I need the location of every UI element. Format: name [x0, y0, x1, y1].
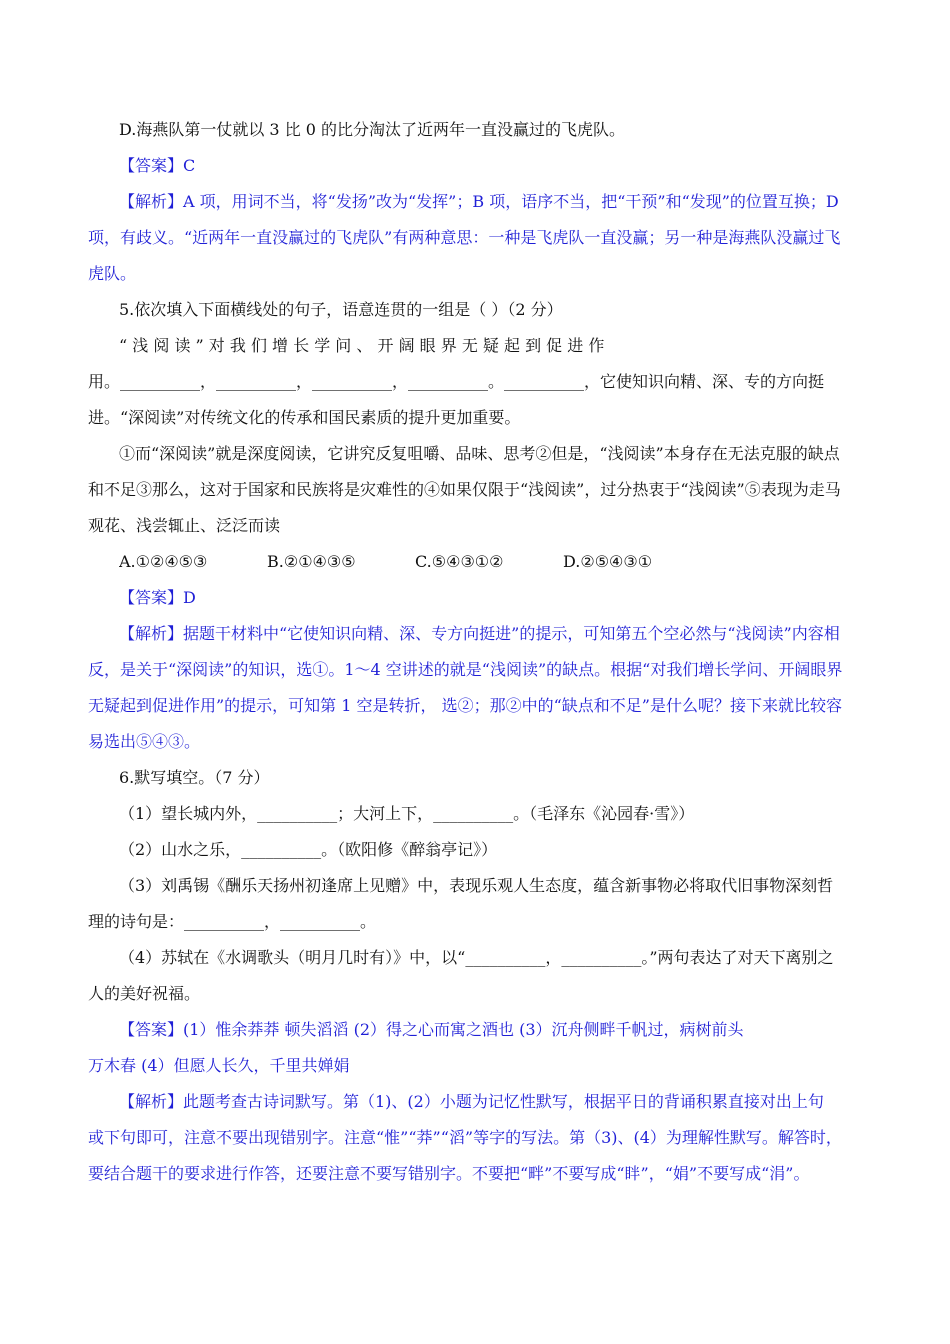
q5-sentences-line: 和不足③那么，这对于国家和民族将是灾难性的④如果仅限于“浅阅读”，过分热衷于“浅阅读”⑤表现为走马: [88, 480, 841, 499]
q6-item: 人的美好祝福。: [88, 984, 201, 1003]
q4-analysis-line: 【解析】A 项，用词不当，将“发扬”改为“发挥”；B 项，语序不当，把“干预”和“发现”的位置互换；D: [119, 192, 839, 211]
q6-answer-line: 【答案】(1）惟余莽莽 顿失滔滔 (2）得之心而寓之酒也 (3）沉舟侧畔千帆过，病树前头: [119, 1020, 744, 1039]
q5-answer: 【答案】D: [119, 588, 196, 607]
q6-answer-line: 万木春 (4）但愿人长久，千里共婵娟: [88, 1056, 350, 1075]
q6-analysis-line: 要结合题干的要求进行作答，还要注意不要写错别字。不要把“畔”不要写成“眫”，“娟”不要写成“涓”。: [88, 1164, 810, 1183]
q5-analysis-line: 无疑起到促进作用”的提示，可知第 1 空是转折， 选②；那②中的“缺点和不足”是什么呢？接下来就比较容: [88, 696, 842, 715]
q5-analysis-line: 易选出⑤④③。: [88, 732, 201, 751]
q5-sentences-line: ①而“深阅读”就是深度阅读，它讲究反复咀嚼、品味、思考②但是，“浅阅读”本身存在无法克服的缺点: [119, 444, 840, 463]
q4-analysis-line: 项，有歧义。“近两年一直没赢过的飞虎队”有两种意思：一种是飞虎队一直没赢；另一种是海燕队没赢过飞: [88, 228, 841, 247]
q6-analysis-line: 或下句即可，注意不要出现错别字。注意“惟”“莽”“滔”等字的写法。第（3)、(4）为理解性默写。解答时，: [88, 1128, 842, 1147]
q5-option-a: A.①②④⑤③: [119, 552, 208, 571]
q6-item: （3）刘禹锡《酬乐天扬州初逢席上见赠》中，表现乐观人生态度，蕴含新事物必将取代旧事物深刻哲: [119, 876, 834, 895]
q5-analysis-line: 反，是关于“深阅读”的知识，选①。1～4 空讲述的就是“浅阅读”的缺点。根据“对我们增长学问、开阔眼界: [88, 660, 843, 679]
q6-analysis-line: 【解析】此题考查古诗词默写。第（1)、(2）小题为记忆性默写，根据平日的背诵积累直接对出上句: [119, 1092, 824, 1111]
q5-stem: 5.依次填入下面横线处的句子，语意连贯的一组是（ ）（2 分）: [119, 300, 563, 319]
q6-item: （4）苏轼在《水调歌头（明月几时有）》中，以“__________，__________。”两句表达了对天下离别之: [119, 948, 834, 967]
q5-options: [119, 544, 864, 580]
q5-passage-line: 进。“深阅读”对传统文化的传承和国民素质的提升更加重要。: [88, 408, 521, 427]
q5-passage-line: “ 浅 阅 读 ” 对 我 们 增 长 学 问 、 开 阔 眼 界 无 疑 起 到 促 进 作: [119, 336, 605, 355]
q6-item: 理的诗句是：__________，__________。: [88, 912, 377, 931]
q4-answer: 【答案】C: [119, 156, 196, 175]
q6-item: （1）望长城内外，__________；大河上下，__________。（毛泽东《沁园春·雪》）: [119, 804, 695, 823]
q5-sentences-line: 观花、浅尝辄止、泛泛而读: [88, 516, 281, 535]
q5-option-d: D.②⑤④③①: [563, 552, 653, 571]
q5-option-c: C.⑤④③①②: [415, 552, 504, 571]
q5-passage-line: 用。__________，__________，__________，__________。__________，它使知识向精、深、专的方向挺: [88, 372, 825, 391]
q5-option-b: B.②①④③⑤: [267, 552, 356, 571]
q4-option-d: D.海燕队第一仗就以 3 比 0 的比分淘汰了近两年一直没赢过的飞虎队。: [119, 120, 626, 139]
q6-stem: 6.默写填空。（7 分）: [119, 768, 270, 787]
q4-analysis-line: 虎队。: [88, 264, 137, 283]
q5-analysis-line: 【解析】据题干材料中“它使知识向精、深、专方向挺进”的提示，可知第五个空必然与“浅阅读”内容相: [119, 624, 840, 643]
q6-item: （2）山水之乐，__________。（欧阳修《醉翁亭记》）: [119, 840, 498, 859]
